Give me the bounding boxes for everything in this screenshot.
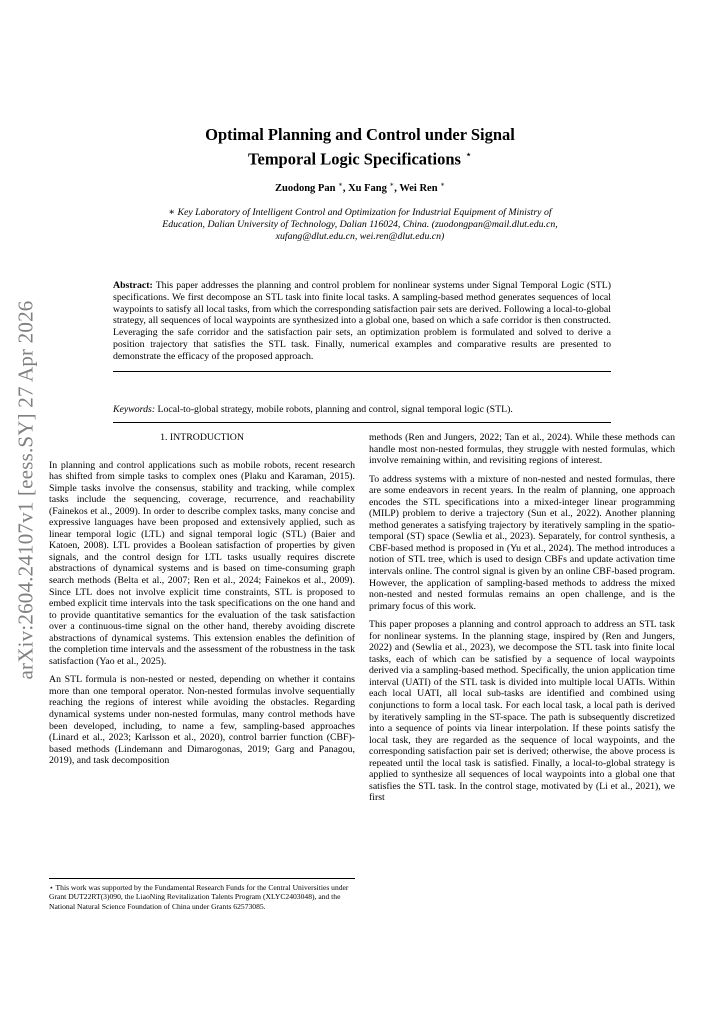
body-paragraph: This paper proposes a planning and control approach to address an STL task for nonlinear systems. In the planning stage, inspired by (Ren and Jungers, 2022) and (Sewlia et al., 2023), we decompose the STL task into finite local tasks, each of which can be satisfied by a sequence of local waypoints derived via a sampling-based method. Specifically, the union application time interval (UATI) of the STL task is divided into multiple local UATIs. Within each local UATI, all local sub-tasks are identified and combined using conjunctions to form a local task. For each local task, a local path is derived by iteratively sampling in the ST-space. The path is subsequently discretized into a sequence of points via linear interpolation. If these points satisfy the local task, they are regarded as the sequence of local waypoints, and the corresponding satisfaction pair set is derived; otherwise, the above process is repeated until the local task is satisfied. Finally, a local-to-global strategy is applied to synthesize all sequences of local waypoints into a global one that satisfies the STL task. In the control stage, motivated by (Li et al., 2021), we first [369,619,675,804]
author-2: Xu Fang ∗, [348,180,400,194]
arxiv-stamp [6,290,46,690]
body-paragraph: In planning and control applications such as mobile robots, recent research has shifted from simple tasks to complex ones (Plaku and Karaman, 2015). Simple tasks involve the consensus, stability and tracking, while complex tasks include the sequencing, coverage, recurrence, and reachability (Fainekos et al., 2009). In order to describe complex tasks, many concise and expressive languages have been proposed and extensively applied, such as linear temporal logic (LTL) and signal temporal logic (STL) (Baier and Katoen, 2008). LTL provides a Boolean satisfaction of properties by given signals, and the control design for LTL tasks usually requires discrete abstractions of dynamical systems and is based on time-consuming graph search methods (Belta et al., 2007; Ren et al., 2024; Fainekos et al., 2009). Since LTL does not involve explicit time constraints, STL is proposed to embed explicit time intervals into the task specifications on the one hand and to provide quantitative semantics for the evaluation of the task satisfaction over a continuous-time signal on the other hand, thereby avoiding discrete abstractions of dynamical systems. This extension enables the definition of the completion time intervals and the assessment of the robustness in the task satisfaction (Yao et al., 2025). [49,459,355,667]
abstract-text: This paper addresses the planning and control problem for nonlinear systems under Signal Temporal Logic (STL) specifications. We first decompose an STL task into finite local tasks. A sampling-based method generates sequences of local waypoints to satisfy all local tasks, from which the corresponding satisfaction pair sets are derived. Following a local-to-global strategy, all sequences of local waypoints are synthesized into a global one, based on which a safe corridor is then constructed. Leveraging the safe corridor and the satisfaction pair sets, an optimization problem is formulated and solved to derive a position trajectory that satisfies the STL task. Finally, numerical examples and comparative results are presented to demonstrate the efficacy of the proposed approach. [113,280,611,362]
footnote-text: This work was supported by the Fundamental Research Funds for the Central Universities under Grant DUT22RT(3)090, the LiaoNing Revitalization Talents Program (XLYC2403048), and the National Natural Science Foundation of China under Grants 62573085. [49,883,349,911]
keywords-block [113,404,611,423]
author-3: Wei Ren ∗ [399,180,445,194]
title-line-1: Optimal Planning and Control under Signal [205,125,515,144]
title-line-2: Temporal Logic Specifications [248,149,461,169]
author-list [110,180,610,194]
right-column [369,432,675,811]
left-column [49,432,355,774]
footnote [49,878,355,911]
title-footnote-mark: ⋆ [465,149,472,161]
keywords-label: Keywords: [113,404,156,415]
footnote-mark: ⋆ [49,883,54,892]
affiliation: ∗ Key Laboratory of Intelligent Control and Optimization for Industrial Equipment of Ministry of Education, Dalian University of Technology, Dalian 116024, China. (zuodongpan@mail.dlut.edu.cn, xufang@dlut.edu.cn, wei.ren@dlut.edu.cn) [162,207,558,243]
keywords-text: Local-to-global strategy, mobile robots, planning and control, signal temporal logic (STL). [157,404,513,415]
body-paragraph: To address systems with a mixture of non-nested and nested formulas, there are some endeavors in recent years. In the realm of planning, one approach encodes the STL specifications into a mixed-integer linear programming (MILP) problem to derive a trajectory (Sun et al., 2022). Another planning method generates a satisfying trajectory by iteratively sampling in the spatio-temporal (ST) space (Sewlia et al., 2023). Separately, for control synthesis, a CBF-based method is proposed in (Yu et al., 2024). The method introduces a notion of STL tree, which is used to design CBFs and update activation time intervals online. The control signal is given by an online CBF-based program. However, the application of sampling-based methods to address the mixed non-nested and nested formulas remains an open challenge, and is the primary focus of this work. [369,473,675,612]
abstract-label: Abstract: [113,280,153,291]
arxiv-stamp-text: arXiv:2604.24107v1 [eess.SY] 27 Apr 2026 [13,300,38,680]
body-paragraph: An STL formula is non-nested or nested, depending on whether it contains more than one temporal operator. Non-nested formulas involve sequentially reaching the regions of interest while avoiding the obstacles. Regarding dynamical systems under non-nested formulas, many control methods have been developed, including, to name a few, sampling-based approaches (Linard et al., 2023; Karlsson et al., 2020), control barrier function (CBF)-based methods (Lindemann and Dimarogonas, 2019; Garg and Panagou, 2019), and task decomposition [49,674,355,767]
abstract-block [113,280,611,372]
paper-title [110,124,610,170]
body-paragraph: methods (Ren and Jungers, 2022; Tan et al., 2024). While these methods can handle most non-nested formulas, they struggle with nested formulas, which involve remaining within, and revisiting regions of interest. [369,432,675,467]
section-heading: 1. INTRODUCTION [160,432,244,443]
author-1: Zuodong Pan ∗, [275,180,349,194]
